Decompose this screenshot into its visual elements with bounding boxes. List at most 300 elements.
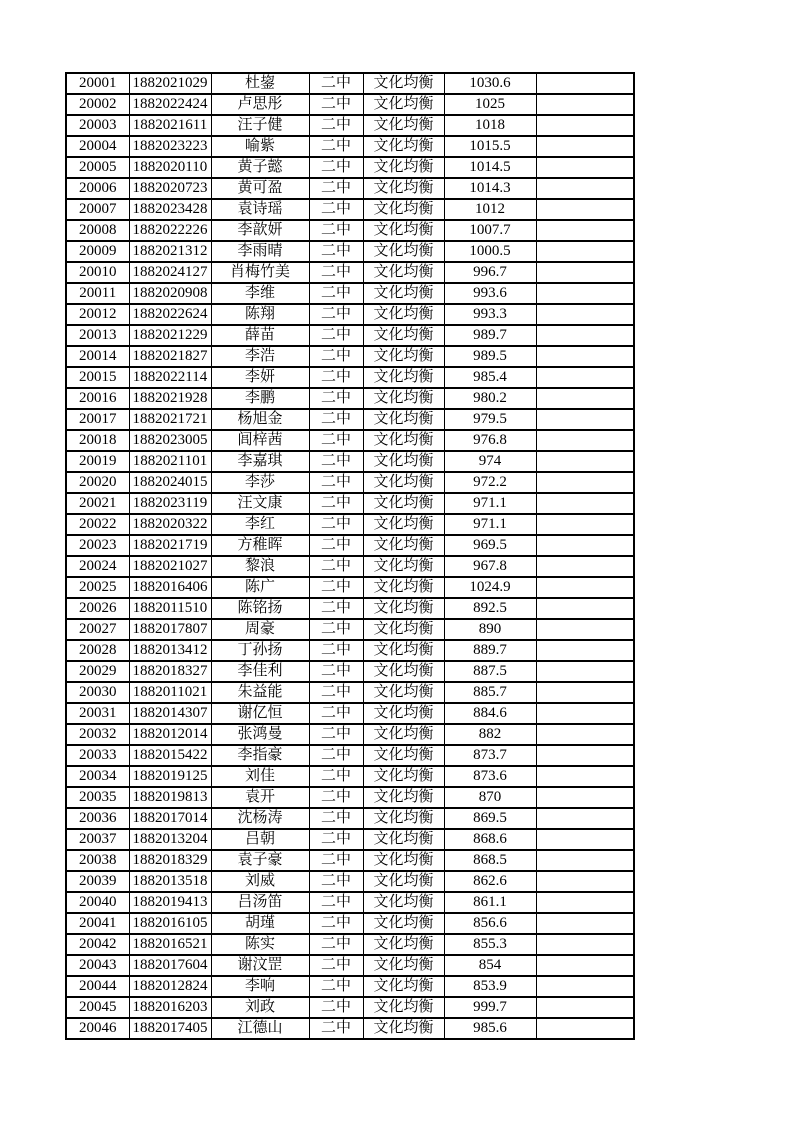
cell-category: 文化均衡 xyxy=(363,304,444,325)
cell-student-name: 李妍 xyxy=(211,367,309,388)
cell-category: 文化均衡 xyxy=(363,388,444,409)
cell-score: 967.8 xyxy=(444,556,536,577)
cell-exam-number: 1882019413 xyxy=(129,892,211,913)
table-row xyxy=(66,850,634,871)
cell-score: 882 xyxy=(444,724,536,745)
cell-exam-number: 1882021928 xyxy=(129,388,211,409)
cell-remark xyxy=(536,871,634,892)
table-row xyxy=(66,430,634,451)
cell-school: 二中 xyxy=(309,94,363,115)
cell-row-number: 20004 xyxy=(66,136,129,157)
cell-remark xyxy=(536,241,634,262)
cell-row-number: 20042 xyxy=(66,934,129,955)
cell-category: 文化均衡 xyxy=(363,178,444,199)
cell-student-name: 丁孙扬 xyxy=(211,640,309,661)
cell-school: 二中 xyxy=(309,73,363,94)
cell-category: 文化均衡 xyxy=(363,913,444,934)
cell-category: 文化均衡 xyxy=(363,283,444,304)
cell-school: 二中 xyxy=(309,115,363,136)
cell-school: 二中 xyxy=(309,913,363,934)
cell-score: 972.2 xyxy=(444,472,536,493)
cell-exam-number: 1882024015 xyxy=(129,472,211,493)
cell-remark xyxy=(536,430,634,451)
cell-remark xyxy=(536,682,634,703)
cell-row-number: 20009 xyxy=(66,241,129,262)
cell-category: 文化均衡 xyxy=(363,997,444,1018)
cell-exam-number: 1882020322 xyxy=(129,514,211,535)
table-row xyxy=(66,493,634,514)
cell-school: 二中 xyxy=(309,997,363,1018)
cell-category: 文化均衡 xyxy=(363,661,444,682)
cell-student-name: 肖梅竹美 xyxy=(211,262,309,283)
cell-school: 二中 xyxy=(309,745,363,766)
student-score-table xyxy=(65,72,635,1040)
cell-school: 二中 xyxy=(309,703,363,724)
cell-category: 文化均衡 xyxy=(363,157,444,178)
cell-row-number: 20037 xyxy=(66,829,129,850)
cell-remark xyxy=(536,136,634,157)
table-row xyxy=(66,514,634,535)
table-row xyxy=(66,661,634,682)
cell-category: 文化均衡 xyxy=(363,640,444,661)
cell-row-number: 20045 xyxy=(66,997,129,1018)
cell-school: 二中 xyxy=(309,850,363,871)
cell-school: 二中 xyxy=(309,535,363,556)
cell-category: 文化均衡 xyxy=(363,829,444,850)
cell-score: 985.4 xyxy=(444,367,536,388)
cell-remark xyxy=(536,535,634,556)
cell-score: 993.6 xyxy=(444,283,536,304)
cell-student-name: 李歆妍 xyxy=(211,220,309,241)
cell-score: 1025 xyxy=(444,94,536,115)
cell-score: 1014.5 xyxy=(444,157,536,178)
cell-school: 二中 xyxy=(309,472,363,493)
cell-school: 二中 xyxy=(309,808,363,829)
cell-remark xyxy=(536,724,634,745)
cell-row-number: 20026 xyxy=(66,598,129,619)
cell-student-name: 周豪 xyxy=(211,619,309,640)
cell-row-number: 20040 xyxy=(66,892,129,913)
cell-remark xyxy=(536,829,634,850)
cell-category: 文化均衡 xyxy=(363,346,444,367)
cell-category: 文化均衡 xyxy=(363,556,444,577)
cell-exam-number: 1882012014 xyxy=(129,724,211,745)
cell-remark xyxy=(536,808,634,829)
table-row xyxy=(66,745,634,766)
cell-school: 二中 xyxy=(309,325,363,346)
cell-row-number: 20018 xyxy=(66,430,129,451)
cell-student-name: 李雨晴 xyxy=(211,241,309,262)
cell-school: 二中 xyxy=(309,241,363,262)
cell-row-number: 20007 xyxy=(66,199,129,220)
cell-exam-number: 1882021827 xyxy=(129,346,211,367)
cell-score: 989.5 xyxy=(444,346,536,367)
cell-student-name: 汪文康 xyxy=(211,493,309,514)
cell-score: 989.7 xyxy=(444,325,536,346)
cell-remark xyxy=(536,157,634,178)
cell-student-name: 李指豪 xyxy=(211,745,309,766)
table-row xyxy=(66,577,634,598)
cell-student-name: 黄可盈 xyxy=(211,178,309,199)
cell-remark xyxy=(536,388,634,409)
cell-row-number: 20012 xyxy=(66,304,129,325)
cell-score: 971.1 xyxy=(444,493,536,514)
cell-school: 二中 xyxy=(309,493,363,514)
cell-school: 二中 xyxy=(309,304,363,325)
cell-remark xyxy=(536,178,634,199)
cell-school: 二中 xyxy=(309,409,363,430)
cell-school: 二中 xyxy=(309,262,363,283)
cell-category: 文化均衡 xyxy=(363,220,444,241)
cell-student-name: 胡瑾 xyxy=(211,913,309,934)
cell-student-name: 薛苗 xyxy=(211,325,309,346)
table-row xyxy=(66,199,634,220)
cell-school: 二中 xyxy=(309,598,363,619)
cell-category: 文化均衡 xyxy=(363,535,444,556)
cell-exam-number: 1882013518 xyxy=(129,871,211,892)
cell-student-name: 江德山 xyxy=(211,1018,309,1039)
cell-score: 890 xyxy=(444,619,536,640)
table-row xyxy=(66,136,634,157)
cell-score: 870 xyxy=(444,787,536,808)
cell-exam-number: 1882018327 xyxy=(129,661,211,682)
cell-student-name: 杜鋆 xyxy=(211,73,309,94)
cell-remark xyxy=(536,115,634,136)
cell-exam-number: 1882021721 xyxy=(129,409,211,430)
cell-student-name: 闾梓茜 xyxy=(211,430,309,451)
cell-school: 二中 xyxy=(309,283,363,304)
cell-category: 文化均衡 xyxy=(363,871,444,892)
cell-score: 993.3 xyxy=(444,304,536,325)
cell-remark xyxy=(536,703,634,724)
table-row xyxy=(66,703,634,724)
cell-row-number: 20019 xyxy=(66,451,129,472)
cell-score: 1014.3 xyxy=(444,178,536,199)
cell-remark xyxy=(536,976,634,997)
cell-student-name: 李响 xyxy=(211,976,309,997)
cell-exam-number: 1882017604 xyxy=(129,955,211,976)
cell-remark xyxy=(536,367,634,388)
cell-school: 二中 xyxy=(309,871,363,892)
table-row xyxy=(66,325,634,346)
table-row xyxy=(66,556,634,577)
cell-row-number: 20021 xyxy=(66,493,129,514)
cell-exam-number: 1882012824 xyxy=(129,976,211,997)
cell-score: 1018 xyxy=(444,115,536,136)
cell-category: 文化均衡 xyxy=(363,514,444,535)
cell-remark xyxy=(536,766,634,787)
cell-remark xyxy=(536,850,634,871)
cell-school: 二中 xyxy=(309,451,363,472)
cell-student-name: 谢亿恒 xyxy=(211,703,309,724)
cell-category: 文化均衡 xyxy=(363,325,444,346)
cell-row-number: 20034 xyxy=(66,766,129,787)
cell-category: 文化均衡 xyxy=(363,493,444,514)
cell-row-number: 20010 xyxy=(66,262,129,283)
cell-score: 868.6 xyxy=(444,829,536,850)
table-row xyxy=(66,451,634,472)
cell-row-number: 20013 xyxy=(66,325,129,346)
cell-remark xyxy=(536,283,634,304)
cell-school: 二中 xyxy=(309,955,363,976)
cell-remark xyxy=(536,472,634,493)
cell-row-number: 20023 xyxy=(66,535,129,556)
cell-student-name: 陈铭扬 xyxy=(211,598,309,619)
cell-category: 文化均衡 xyxy=(363,73,444,94)
cell-category: 文化均衡 xyxy=(363,955,444,976)
cell-category: 文化均衡 xyxy=(363,94,444,115)
cell-row-number: 20008 xyxy=(66,220,129,241)
cell-remark xyxy=(536,997,634,1018)
table-row xyxy=(66,346,634,367)
cell-student-name: 刘威 xyxy=(211,871,309,892)
cell-score: 1000.5 xyxy=(444,241,536,262)
cell-row-number: 20014 xyxy=(66,346,129,367)
cell-exam-number: 1882020908 xyxy=(129,283,211,304)
cell-remark xyxy=(536,409,634,430)
cell-row-number: 20044 xyxy=(66,976,129,997)
table-row xyxy=(66,262,634,283)
cell-exam-number: 1882016521 xyxy=(129,934,211,955)
table-row xyxy=(66,535,634,556)
cell-score: 1007.7 xyxy=(444,220,536,241)
cell-category: 文化均衡 xyxy=(363,262,444,283)
table-row xyxy=(66,976,634,997)
cell-category: 文化均衡 xyxy=(363,808,444,829)
cell-exam-number: 1882022226 xyxy=(129,220,211,241)
cell-exam-number: 1882019813 xyxy=(129,787,211,808)
table-row xyxy=(66,619,634,640)
cell-student-name: 陈翔 xyxy=(211,304,309,325)
cell-score: 861.1 xyxy=(444,892,536,913)
table-row xyxy=(66,157,634,178)
cell-school: 二中 xyxy=(309,724,363,745)
cell-school: 二中 xyxy=(309,136,363,157)
table-row xyxy=(66,220,634,241)
cell-row-number: 20030 xyxy=(66,682,129,703)
cell-exam-number: 1882013412 xyxy=(129,640,211,661)
cell-category: 文化均衡 xyxy=(363,472,444,493)
table-row xyxy=(66,724,634,745)
cell-remark xyxy=(536,955,634,976)
cell-score: 1012 xyxy=(444,199,536,220)
cell-score: 1015.5 xyxy=(444,136,536,157)
cell-exam-number: 1882021027 xyxy=(129,556,211,577)
cell-exam-number: 1882016105 xyxy=(129,913,211,934)
cell-exam-number: 1882023119 xyxy=(129,493,211,514)
table-row xyxy=(66,640,634,661)
cell-exam-number: 1882017014 xyxy=(129,808,211,829)
cell-school: 二中 xyxy=(309,346,363,367)
cell-score: 980.2 xyxy=(444,388,536,409)
cell-student-name: 黎浪 xyxy=(211,556,309,577)
table-row xyxy=(66,94,634,115)
cell-remark xyxy=(536,514,634,535)
cell-score: 862.6 xyxy=(444,871,536,892)
cell-row-number: 20005 xyxy=(66,157,129,178)
table-row xyxy=(66,409,634,430)
cell-student-name: 喻紫 xyxy=(211,136,309,157)
cell-remark xyxy=(536,556,634,577)
cell-category: 文化均衡 xyxy=(363,724,444,745)
cell-category: 文化均衡 xyxy=(363,787,444,808)
cell-school: 二中 xyxy=(309,220,363,241)
table-row xyxy=(66,304,634,325)
cell-student-name: 沈杨涛 xyxy=(211,808,309,829)
cell-exam-number: 1882021101 xyxy=(129,451,211,472)
cell-remark xyxy=(536,598,634,619)
cell-row-number: 20028 xyxy=(66,640,129,661)
cell-student-name: 方稚晖 xyxy=(211,535,309,556)
cell-student-name: 袁诗瑶 xyxy=(211,199,309,220)
cell-row-number: 20035 xyxy=(66,787,129,808)
cell-student-name: 汪子健 xyxy=(211,115,309,136)
cell-exam-number: 1882016203 xyxy=(129,997,211,1018)
table-row xyxy=(66,871,634,892)
cell-school: 二中 xyxy=(309,577,363,598)
cell-row-number: 20043 xyxy=(66,955,129,976)
cell-score: 974 xyxy=(444,451,536,472)
cell-school: 二中 xyxy=(309,619,363,640)
cell-category: 文化均衡 xyxy=(363,598,444,619)
cell-row-number: 20016 xyxy=(66,388,129,409)
cell-category: 文化均衡 xyxy=(363,976,444,997)
cell-remark xyxy=(536,346,634,367)
cell-exam-number: 1882020723 xyxy=(129,178,211,199)
table-row xyxy=(66,367,634,388)
cell-score: 873.6 xyxy=(444,766,536,787)
cell-remark xyxy=(536,325,634,346)
cell-row-number: 20011 xyxy=(66,283,129,304)
cell-score: 856.6 xyxy=(444,913,536,934)
table-body xyxy=(66,73,634,1039)
cell-school: 二中 xyxy=(309,556,363,577)
cell-exam-number: 1882018329 xyxy=(129,850,211,871)
cell-exam-number: 1882015422 xyxy=(129,745,211,766)
table-row xyxy=(66,73,634,94)
cell-remark xyxy=(536,1018,634,1039)
cell-student-name: 李维 xyxy=(211,283,309,304)
cell-school: 二中 xyxy=(309,892,363,913)
cell-category: 文化均衡 xyxy=(363,1018,444,1039)
cell-remark xyxy=(536,787,634,808)
cell-category: 文化均衡 xyxy=(363,892,444,913)
table-row xyxy=(66,766,634,787)
cell-exam-number: 1882017405 xyxy=(129,1018,211,1039)
cell-row-number: 20033 xyxy=(66,745,129,766)
table-row xyxy=(66,241,634,262)
cell-exam-number: 1882021719 xyxy=(129,535,211,556)
cell-category: 文化均衡 xyxy=(363,367,444,388)
cell-school: 二中 xyxy=(309,388,363,409)
cell-exam-number: 1882017807 xyxy=(129,619,211,640)
cell-exam-number: 1882014307 xyxy=(129,703,211,724)
cell-remark xyxy=(536,640,634,661)
cell-exam-number: 1882020110 xyxy=(129,157,211,178)
cell-category: 文化均衡 xyxy=(363,136,444,157)
table-row xyxy=(66,472,634,493)
table-row xyxy=(66,913,634,934)
cell-row-number: 20024 xyxy=(66,556,129,577)
cell-row-number: 20029 xyxy=(66,661,129,682)
cell-category: 文化均衡 xyxy=(363,745,444,766)
cell-row-number: 20036 xyxy=(66,808,129,829)
cell-row-number: 20002 xyxy=(66,94,129,115)
cell-row-number: 20001 xyxy=(66,73,129,94)
cell-remark xyxy=(536,220,634,241)
cell-school: 二中 xyxy=(309,787,363,808)
cell-student-name: 吕汤笛 xyxy=(211,892,309,913)
cell-student-name: 陈实 xyxy=(211,934,309,955)
cell-remark xyxy=(536,892,634,913)
cell-school: 二中 xyxy=(309,661,363,682)
cell-category: 文化均衡 xyxy=(363,577,444,598)
cell-row-number: 20015 xyxy=(66,367,129,388)
cell-category: 文化均衡 xyxy=(363,934,444,955)
cell-row-number: 20017 xyxy=(66,409,129,430)
table-row xyxy=(66,1018,634,1039)
cell-student-name: 李浩 xyxy=(211,346,309,367)
cell-school: 二中 xyxy=(309,157,363,178)
cell-row-number: 20027 xyxy=(66,619,129,640)
cell-category: 文化均衡 xyxy=(363,619,444,640)
cell-student-name: 李鹏 xyxy=(211,388,309,409)
cell-student-name: 谢汶罡 xyxy=(211,955,309,976)
cell-exam-number: 1882024127 xyxy=(129,262,211,283)
cell-exam-number: 1882019125 xyxy=(129,766,211,787)
cell-student-name: 袁开 xyxy=(211,787,309,808)
cell-score: 892.5 xyxy=(444,598,536,619)
table-row xyxy=(66,178,634,199)
cell-remark xyxy=(536,304,634,325)
cell-exam-number: 1882023223 xyxy=(129,136,211,157)
cell-remark xyxy=(536,661,634,682)
cell-school: 二中 xyxy=(309,682,363,703)
cell-score: 999.7 xyxy=(444,997,536,1018)
table-row xyxy=(66,787,634,808)
cell-score: 885.7 xyxy=(444,682,536,703)
cell-score: 889.7 xyxy=(444,640,536,661)
cell-score: 869.5 xyxy=(444,808,536,829)
cell-remark xyxy=(536,577,634,598)
cell-row-number: 20022 xyxy=(66,514,129,535)
cell-remark xyxy=(536,262,634,283)
cell-school: 二中 xyxy=(309,640,363,661)
cell-school: 二中 xyxy=(309,367,363,388)
cell-row-number: 20020 xyxy=(66,472,129,493)
cell-student-name: 刘佳 xyxy=(211,766,309,787)
cell-exam-number: 1882023428 xyxy=(129,199,211,220)
cell-category: 文化均衡 xyxy=(363,430,444,451)
table-row xyxy=(66,829,634,850)
cell-category: 文化均衡 xyxy=(363,241,444,262)
cell-exam-number: 1882023005 xyxy=(129,430,211,451)
table-row xyxy=(66,598,634,619)
cell-row-number: 20032 xyxy=(66,724,129,745)
cell-score: 985.6 xyxy=(444,1018,536,1039)
cell-category: 文化均衡 xyxy=(363,850,444,871)
cell-score: 996.7 xyxy=(444,262,536,283)
cell-row-number: 20025 xyxy=(66,577,129,598)
table-row xyxy=(66,892,634,913)
cell-exam-number: 1882022114 xyxy=(129,367,211,388)
table-row xyxy=(66,283,634,304)
cell-score: 854 xyxy=(444,955,536,976)
cell-score: 853.9 xyxy=(444,976,536,997)
cell-school: 二中 xyxy=(309,934,363,955)
cell-remark xyxy=(536,199,634,220)
cell-student-name: 李佳利 xyxy=(211,661,309,682)
